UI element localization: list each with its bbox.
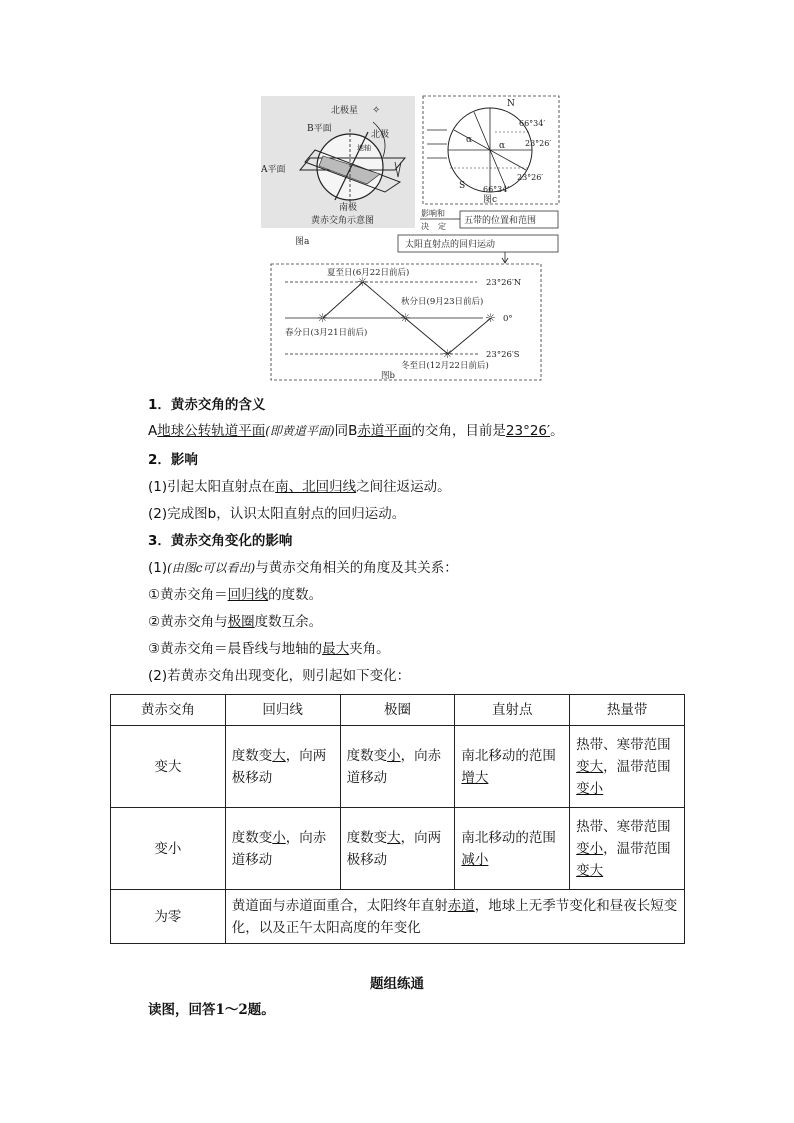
cell-text: 热带、寒带范围 [576,736,671,753]
cell-underline: 减小 [461,851,489,868]
summer-label: 夏至日(6月22日前后) [327,268,410,278]
cell-underline: 小 [272,829,286,846]
table-row [111,808,685,890]
a-plane-label: A平面 [261,165,286,175]
cell-text: 黄道面与赤道面重合，太阳终年直射 [231,897,448,914]
table-header-row [111,695,685,726]
section2-title: 2．影响 [148,452,198,468]
fig-c-angle-right-2: 23°26′ [517,173,544,182]
obliquity-effects-table [110,694,685,944]
sun-icon-summer: ☼ [357,275,368,289]
influence-group [398,208,558,263]
influence-label-2: 决 [421,222,429,231]
s1-note: (即黄道平面) [265,424,335,438]
s1-orbit: 地球公转轨道平面 [157,423,266,439]
row-label: 为零 [111,890,226,944]
section3-item2 [148,613,708,631]
influence-label-3: 定 [438,222,446,231]
figure-b-caption: 图b [381,371,395,381]
fig-c-angle-top: 66°34′ [519,119,546,128]
star-icon: ✧ [372,105,381,116]
b-plane-label: B平面 [307,124,332,134]
row-label: 变小 [111,808,226,890]
figure-a-caption: 图a [295,237,310,247]
s3-i3-u: 最大 [322,641,350,657]
table-cell [570,808,685,890]
s3-i3-a: ③黄赤交角＝晨昏线与地轴的 [148,641,323,657]
s3-l1-b: 与黄赤交角相关的角度及其关系： [255,560,458,576]
zones-box-text: 五带的位置和范围 [464,216,537,226]
section2-line2: (2)完成图b，认识太阳直射点的回归运动。 [148,506,406,522]
table-cell [225,890,684,944]
s3-i1-a: ①黄赤交角＝ [148,587,228,603]
table-cell [340,808,455,890]
sun-icon-winter: ☼ [442,347,453,361]
lat-0-label: 0° [503,314,513,324]
table-cell [225,726,340,808]
lat-n-label: 23°26′N [486,278,522,288]
sun-icon-spring: ☼ [317,311,328,325]
cell-underline: 变大 [576,758,604,775]
figure-a-inner-caption: 黄赤交角示意图 [311,216,375,226]
table-header: 直射点 [455,695,570,726]
section3-item1 [148,586,708,604]
fig-c-alpha-left: α [466,135,473,145]
cell-underline: 赤道 [447,897,475,914]
figure-b [271,264,541,381]
figure-c-caption: 图c [483,195,498,205]
cell-text: ，向赤道移动 [346,747,442,786]
cell-text: 度数变 [231,747,273,764]
cell-underline: 增大 [461,769,489,786]
table-row [111,890,685,944]
south-pole-label: 南极 [339,203,358,213]
cell-text: ，温带范围 [603,758,671,775]
cell-text: 南北移动的范围 [461,747,556,764]
cell-underline: 变大 [576,862,604,879]
motion-box-text: 太阳直射点的回归运动 [405,240,496,250]
figure-a [260,96,415,247]
spring-label: 春分日(3月21日前后) [285,328,368,338]
sun-icon-autumn: ☼ [400,311,411,325]
section3-line1 [148,559,708,577]
section1-line [148,422,708,440]
s1-val: 23°26′ [505,423,551,439]
table-header: 极圈 [340,695,455,726]
sun-icon-end: ☼ [485,311,496,325]
fig-c-angle-right-1: 23°26′ [525,139,552,148]
practice-title: 题组练通 [370,976,424,992]
s3-i3-b: 夹角。 [349,641,390,657]
cell-text: 度数变 [346,747,388,764]
table-header: 回归线 [225,695,340,726]
figure-c [423,96,559,205]
table-cell [340,726,455,808]
cell-text: ，向两极移动 [231,747,327,786]
s1-b: 同B [334,423,358,439]
influence-label-1: 影响和 [421,209,445,218]
s3-i2-b: 度数互余。 [254,614,323,630]
s3-l1-note: (由图c可以看出) [167,561,256,575]
table-row [111,726,685,808]
north-star-label: 北极星 [331,106,359,116]
fig-c-alpha-right: α [499,141,506,151]
table-cell [455,726,570,808]
diagram [255,92,565,384]
cell-text: 热带、寒带范围 [576,818,671,835]
row-label: 变大 [111,726,226,808]
s1-end: 。 [550,423,564,439]
practice-instruction: 读图，回答1～2题。 [148,1002,275,1018]
section1-title: 1．黄赤交角的含义 [148,397,266,413]
lat-s-label: 23°26′S [486,350,520,360]
s1-a: A [148,423,158,439]
s3-i2-u: 极圈 [227,614,255,630]
s2-l1-u: 南、北回归线 [275,479,357,495]
s3-i2-a: ②黄赤交角与 [148,614,228,630]
fig-c-angle-bottom: 66°34′ [483,185,510,194]
north-pole-label: 北极 [371,130,390,140]
winter-label: 冬至日(12月22日前后) [401,361,489,371]
section3-line2: (2)若黄赤交角出现变化，则引起如下变化： [148,668,411,684]
table-cell [455,808,570,890]
cell-underline: 变小 [576,780,604,797]
table-cell [225,808,340,890]
table-header: 热量带 [570,695,685,726]
cell-underline: 变小 [576,840,604,857]
fig-c-n-label: N [507,99,515,109]
cell-text: 度数变 [231,829,273,846]
section3-item3 [148,640,708,658]
cell-text: 南北移动的范围 [461,829,556,846]
s1-rest: 的交角，目前是 [411,423,506,439]
s3-i1-u: 回归线 [227,587,269,603]
cell-text: ，地球上无季节变化和昼夜长短变化，以及正午太阳高度的年变化 [231,897,678,936]
table-cell [570,726,685,808]
cell-text: ，温带范围 [603,840,671,857]
figure-area [255,92,565,384]
cell-underline: 大 [387,829,401,846]
cell-underline: 小 [387,747,401,764]
s3-i1-b: 的度数。 [268,587,323,603]
cell-text: ，向两极移动 [346,829,442,868]
cell-underline: 大 [272,747,286,764]
autumn-label: 秋分日(9月23日前后) [401,297,484,307]
table-header: 黄赤交角 [111,695,226,726]
cell-text: 度数变 [346,829,388,846]
cell-text: ，向赤道移动 [231,829,327,868]
section3-title: 3．黄赤交角变化的影响 [148,533,293,549]
s2-l1-b: 之间往返运动。 [356,479,451,495]
section2-line1 [148,478,708,496]
fig-c-s-label: S [459,181,466,191]
s1-eq: 赤道平面 [357,423,412,439]
earth-axis-label: 地轴 [357,144,371,152]
s2-l1-a: (1)引起太阳直射点在 [148,479,276,495]
s3-l1-a: (1) [148,560,168,576]
